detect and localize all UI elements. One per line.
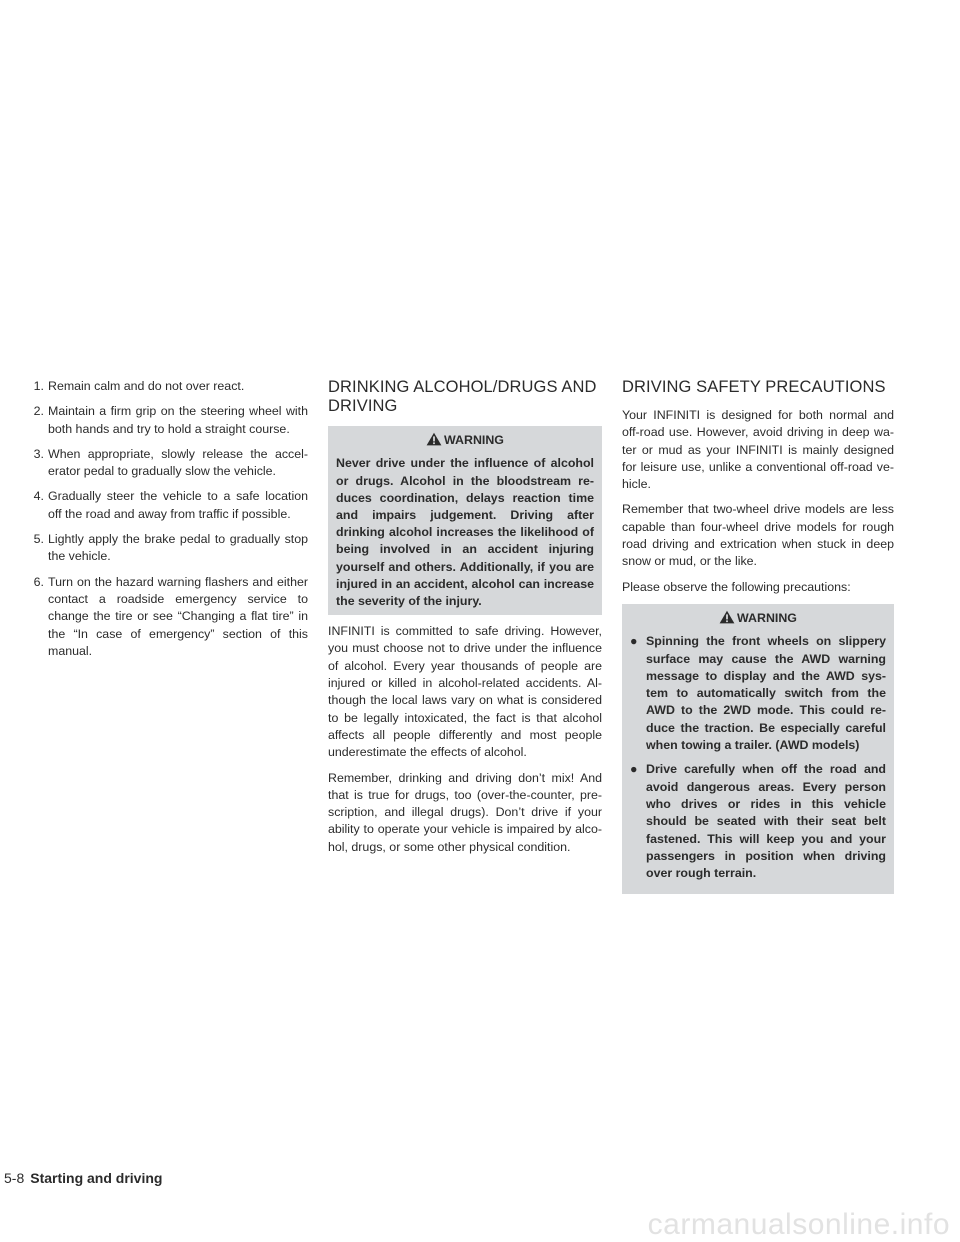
warning-triangle-icon (719, 610, 735, 624)
safety-heading: DRIVING SAFETY PRECAUTIONS (622, 378, 886, 396)
page-number: 5-8 (4, 1170, 25, 1186)
safety-warning-box (622, 604, 894, 894)
warning-header (336, 428, 594, 455)
safety-paragraph-3: Please observe the following precautions: (622, 579, 851, 594)
safety-paragraph-1: Your INFINITI is designed for both normal and off-road use. However, avoid driving in deep wa-ter or mud as your INFINITI is mainly designed for leisure use, unlike a conventional off-road ve-hicle. (622, 408, 894, 492)
alcohol-heading: DRINKING ALCOHOL/DRUGS AND DRIVING (328, 378, 597, 415)
list-item: 2. Maintain a firm grip on the steering wheel with both hands and try to hold a straight course. (33, 404, 308, 436)
bullet-icon: ● (630, 634, 638, 649)
page-footer (4, 1170, 162, 1186)
list-item: 1. Remain calm and do not over react. (33, 379, 245, 393)
safety-paragraph-2: Remember that two-wheel drive models are less capable than four-wheel drive models for rough road driving and extrication when stuck in deep snow or mud, or the like. (622, 502, 894, 569)
safety-column (622, 378, 894, 902)
alcohol-paragraph-1: INFINITI is committed to safe driving. However, you must choose not to drive under the influence of alcohol. Every year thousands of people are injured or killed in alcohol-related accidents. Al-though the local laws vary on what is considered to be legally intoxicated, the fact is that alcohol affects all people differently and most people underestimate the effects of alcohol. (328, 624, 602, 760)
alcohol-paragraph-2: Remember, drinking and driving don’t mix! And that is true for drugs, too (over-the-counter, pre-scription, and illegal drugs). Don’t drive if your ability to operate your vehicle is impaired by alco-hol, drugs, or some other physical condition. (328, 770, 602, 854)
warning-label: WARNING (444, 433, 504, 447)
list-item: 3. When appropriate, slowly release the accel-erator pedal to gradually slow the vehicle. (33, 446, 308, 479)
warning-label: WARNING (737, 610, 797, 625)
alcohol-column (328, 378, 602, 864)
section-title: Starting and driving (30, 1170, 163, 1186)
list-item: ● Drive carefully when off the road and avoid dangerous areas. Every person who drives or rides in this vehicle should be seated with their seat belt fastened. This will keep you and your passengers in position when driving over rough terrain. (630, 762, 886, 881)
safety-warning-list (630, 633, 886, 882)
warning-header (630, 606, 886, 633)
list-item: ● Spinning the front wheels on slippery surface may cause the AWD warning message to display and the AWD sys-tem to automatically switch from the AWD to the 2WD mode. This could re-duce the traction. Be especially careful when towing a trailer. (AWD models) (630, 634, 886, 753)
steps-column (18, 378, 308, 668)
alcohol-warning-text: Never drive under the influence of alcohol or drugs. Alcohol in the bloodstream re-duces coordination, delays reaction time and impairs judgement. Driving after drinking alcohol increases the likelihood of being involved in an accident injuring yourself and others. Additionally, if you are injured in an accident, alcohol can increase the severity of the injury. (336, 456, 594, 608)
watermark: carmanualsonline.info (647, 1208, 950, 1241)
list-item: 6. Turn on the hazard warning flashers and either contact a roadside emergency service to change the tire or see “Changing a flat tire” in the “In case of emergency” section of this manual. (33, 574, 308, 658)
list-item: 4. Gradually steer the vehicle to a safe location off the road and away from traffic if possible. (33, 489, 308, 521)
bullet-icon: ● (630, 762, 638, 777)
alcohol-warning-box (328, 426, 602, 615)
steps-list (18, 378, 308, 660)
list-item: 5. Lightly apply the brake pedal to gradually stop the vehicle. (33, 532, 308, 564)
warning-triangle-icon (426, 432, 442, 446)
